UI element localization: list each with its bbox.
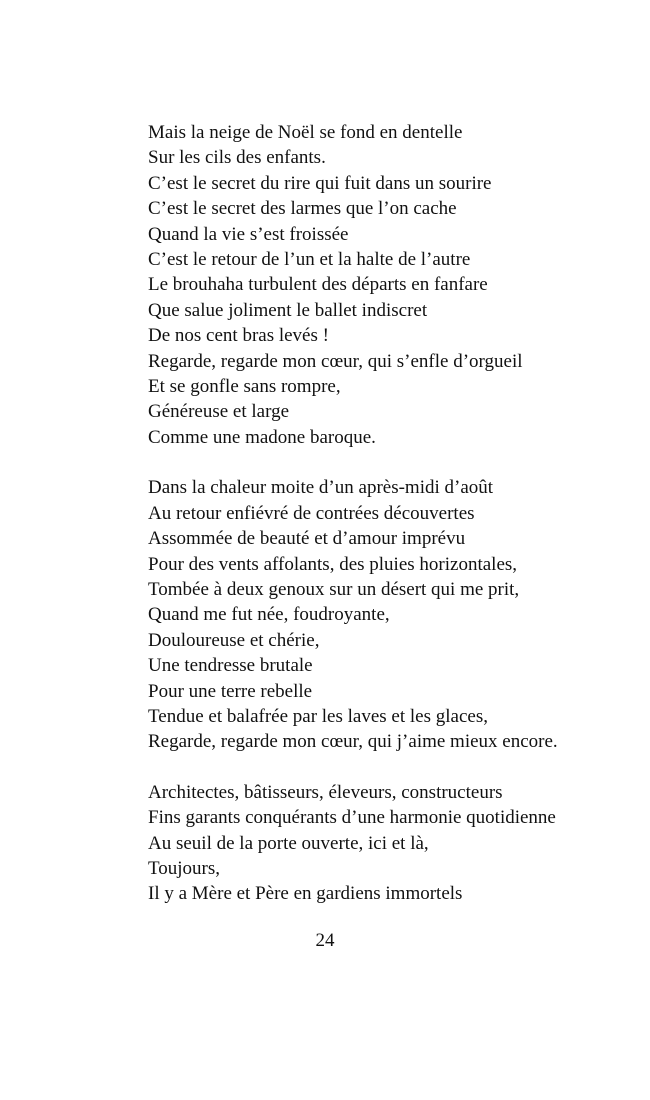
poem-line: C’est le secret des larmes que l’on cache bbox=[148, 198, 457, 220]
poem-line: Au retour enfiévré de contrées découvertes bbox=[148, 502, 475, 524]
poem-line: Généreuse et large bbox=[148, 401, 290, 423]
poem-text bbox=[148, 120, 618, 932]
poem-line: Tombée à deux genoux sur un désert qui me prit, bbox=[148, 578, 520, 600]
poem-line: Assommée de beauté et d’amour imprévu bbox=[148, 528, 466, 550]
poem-line: Regarde, regarde mon cœur, qui s’enfle d’orgueil bbox=[148, 350, 523, 372]
poem-line: Regarde, regarde mon cœur, qui j’aime mieux encore. bbox=[148, 731, 558, 753]
poem-line: Pour une terre rebelle bbox=[148, 680, 313, 702]
poem-line: Et se gonfle sans rompre, bbox=[148, 376, 341, 398]
poem-line: Toujours, bbox=[148, 857, 221, 879]
poem-line: Sur les cils des enfants. bbox=[148, 147, 326, 169]
poem-line: Quand la vie s’est froissée bbox=[148, 223, 349, 245]
page-number: 24 bbox=[315, 930, 335, 951]
poem-line: De nos cent bras levés ! bbox=[148, 325, 329, 347]
poem-line: Quand me fut née, foudroyante, bbox=[148, 604, 390, 626]
poem-line: Dans la chaleur moite d’un après-midi d’août bbox=[148, 477, 494, 499]
poem-line: Pour des vents affolants, des pluies horizontales, bbox=[148, 553, 518, 575]
poem-line: Architectes, bâtisseurs, éleveurs, constructeurs bbox=[148, 781, 503, 803]
stanza-2 bbox=[148, 475, 618, 754]
poem-line: Le brouhaha turbulent des départs en fanfare bbox=[148, 274, 488, 296]
poem-line: Mais la neige de Noël se fond en dentelle bbox=[148, 122, 463, 143]
stanza-1 bbox=[148, 120, 618, 450]
poem-line: Il y a Mère et Père en gardiens immortels bbox=[148, 883, 463, 905]
poem-line: C’est le retour de l’un et la halte de l’autre bbox=[148, 249, 471, 271]
poem-line: Douloureuse et chérie, bbox=[148, 629, 320, 651]
poem-line: Au seuil de la porte ouverte, ici et là, bbox=[148, 832, 429, 854]
poem-line: Une tendresse brutale bbox=[148, 655, 313, 677]
stanza-3 bbox=[148, 780, 618, 907]
poem-line: Que salue joliment le ballet indiscret bbox=[148, 299, 428, 321]
poem-line: Tendue et balafrée par les laves et les glaces, bbox=[148, 705, 488, 727]
poem-line: Fins garants conquérants d’une harmonie quotidienne bbox=[148, 807, 556, 829]
poem-line: C’est le secret du rire qui fuit dans un sourire bbox=[148, 172, 492, 194]
poem-line: Comme une madone baroque. bbox=[148, 426, 376, 448]
